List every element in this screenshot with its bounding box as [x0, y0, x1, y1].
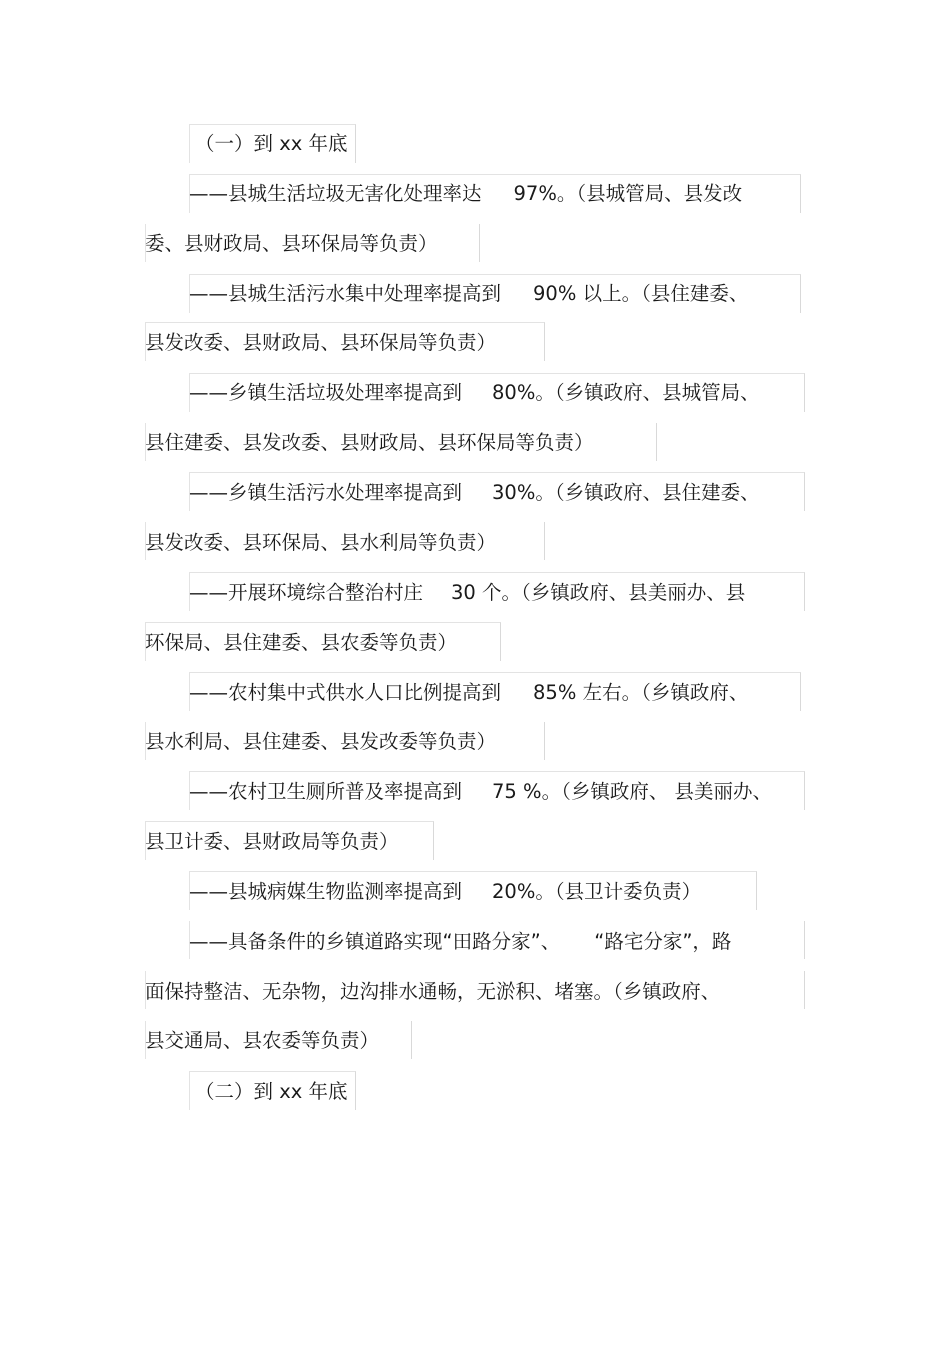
item-text-rest: 。（乡镇政府、县住建委、 — [535, 481, 760, 504]
target-item-line-2: 委、县财政局、县环保局等负责） — [145, 232, 438, 255]
item-text: ——县城生活垃圾无害化处理率达 — [189, 182, 482, 205]
item-value: 30 — [451, 581, 476, 604]
target-item-line-1 — [189, 778, 772, 806]
target-item-line-2: 县住建委、县发改委、县财政局、县环保局等负责） — [145, 431, 594, 454]
target-item-line-1 — [189, 280, 748, 308]
item-text-rest: 左右。（乡镇政府、 — [582, 681, 749, 704]
item-text: ——乡镇生活污水处理率提高到 — [189, 481, 463, 504]
item-text: ——农村集中式供水人口比例提高到 — [189, 681, 502, 704]
item-text-rest: 个。（乡镇政府、县美丽办、县 — [482, 581, 746, 604]
target-item-line-1 — [189, 878, 701, 906]
item-value: 20% — [492, 880, 536, 903]
target-item-line-2: 县卫计委、县财政局等负责） — [145, 830, 399, 853]
item-value: 85% — [533, 681, 577, 704]
target-item-line-1 — [189, 579, 745, 607]
roads-item-line-1 — [189, 928, 731, 956]
section-heading-1: （一）到 xx 年底 — [195, 132, 348, 155]
item-text-rest: 。（乡镇政府、县城管局、 — [535, 381, 760, 404]
target-item-line-2: 县水利局、县住建委、县发改委等负责） — [145, 730, 497, 753]
item-text-rest: 。（乡镇政府、 县美丽办、 — [541, 780, 773, 803]
target-item-line-1 — [189, 379, 760, 407]
target-item-line-1 — [189, 479, 760, 507]
target-item-line-1 — [189, 180, 742, 208]
target-item-line-2: 县发改委、县环保局、县水利局等负责） — [145, 531, 497, 554]
target-item-line-1 — [189, 679, 748, 707]
item-text: ——开展环境综合整治村庄 — [189, 581, 424, 604]
item-text: ——乡镇生活垃圾处理率提高到 — [189, 381, 463, 404]
roads-item-line-3: 县交通局、县农委等负责） — [145, 1029, 380, 1052]
target-item-line-2: 环保局、县住建委、县农委等负责） — [145, 631, 458, 654]
item-value: 90% — [533, 282, 577, 305]
item-text: ——农村卫生厕所普及率提高到 — [189, 780, 463, 803]
item-text: ——具备条件的乡镇道路实现“田路分家”、 — [189, 930, 561, 953]
section-heading-2: （二）到 xx 年底 — [195, 1080, 348, 1103]
target-item-line-2: 县发改委、县财政局、县环保局等负责） — [145, 331, 497, 354]
item-value: 75 % — [492, 780, 542, 803]
item-text-rest: 以上。（县住建委、 — [582, 282, 749, 305]
item-text-rest: 。（县城管局、县发改 — [556, 182, 743, 205]
item-text: ——县城病媒生物监测率提高到 — [189, 880, 463, 903]
item-text-rest: 。（县卫计委负责） — [535, 880, 702, 903]
item-value: 30% — [492, 481, 536, 504]
item-value: 80% — [492, 381, 536, 404]
item-text: ——县城生活污水集中处理率提高到 — [189, 282, 502, 305]
item-text-rest: “路宅分家”，路 — [594, 930, 732, 953]
item-value: 97% — [513, 182, 557, 205]
roads-item-line-2: 面保持整洁、无杂物，边沟排水通畅，无淤积、堵塞。（乡镇政府、 — [145, 980, 721, 1003]
